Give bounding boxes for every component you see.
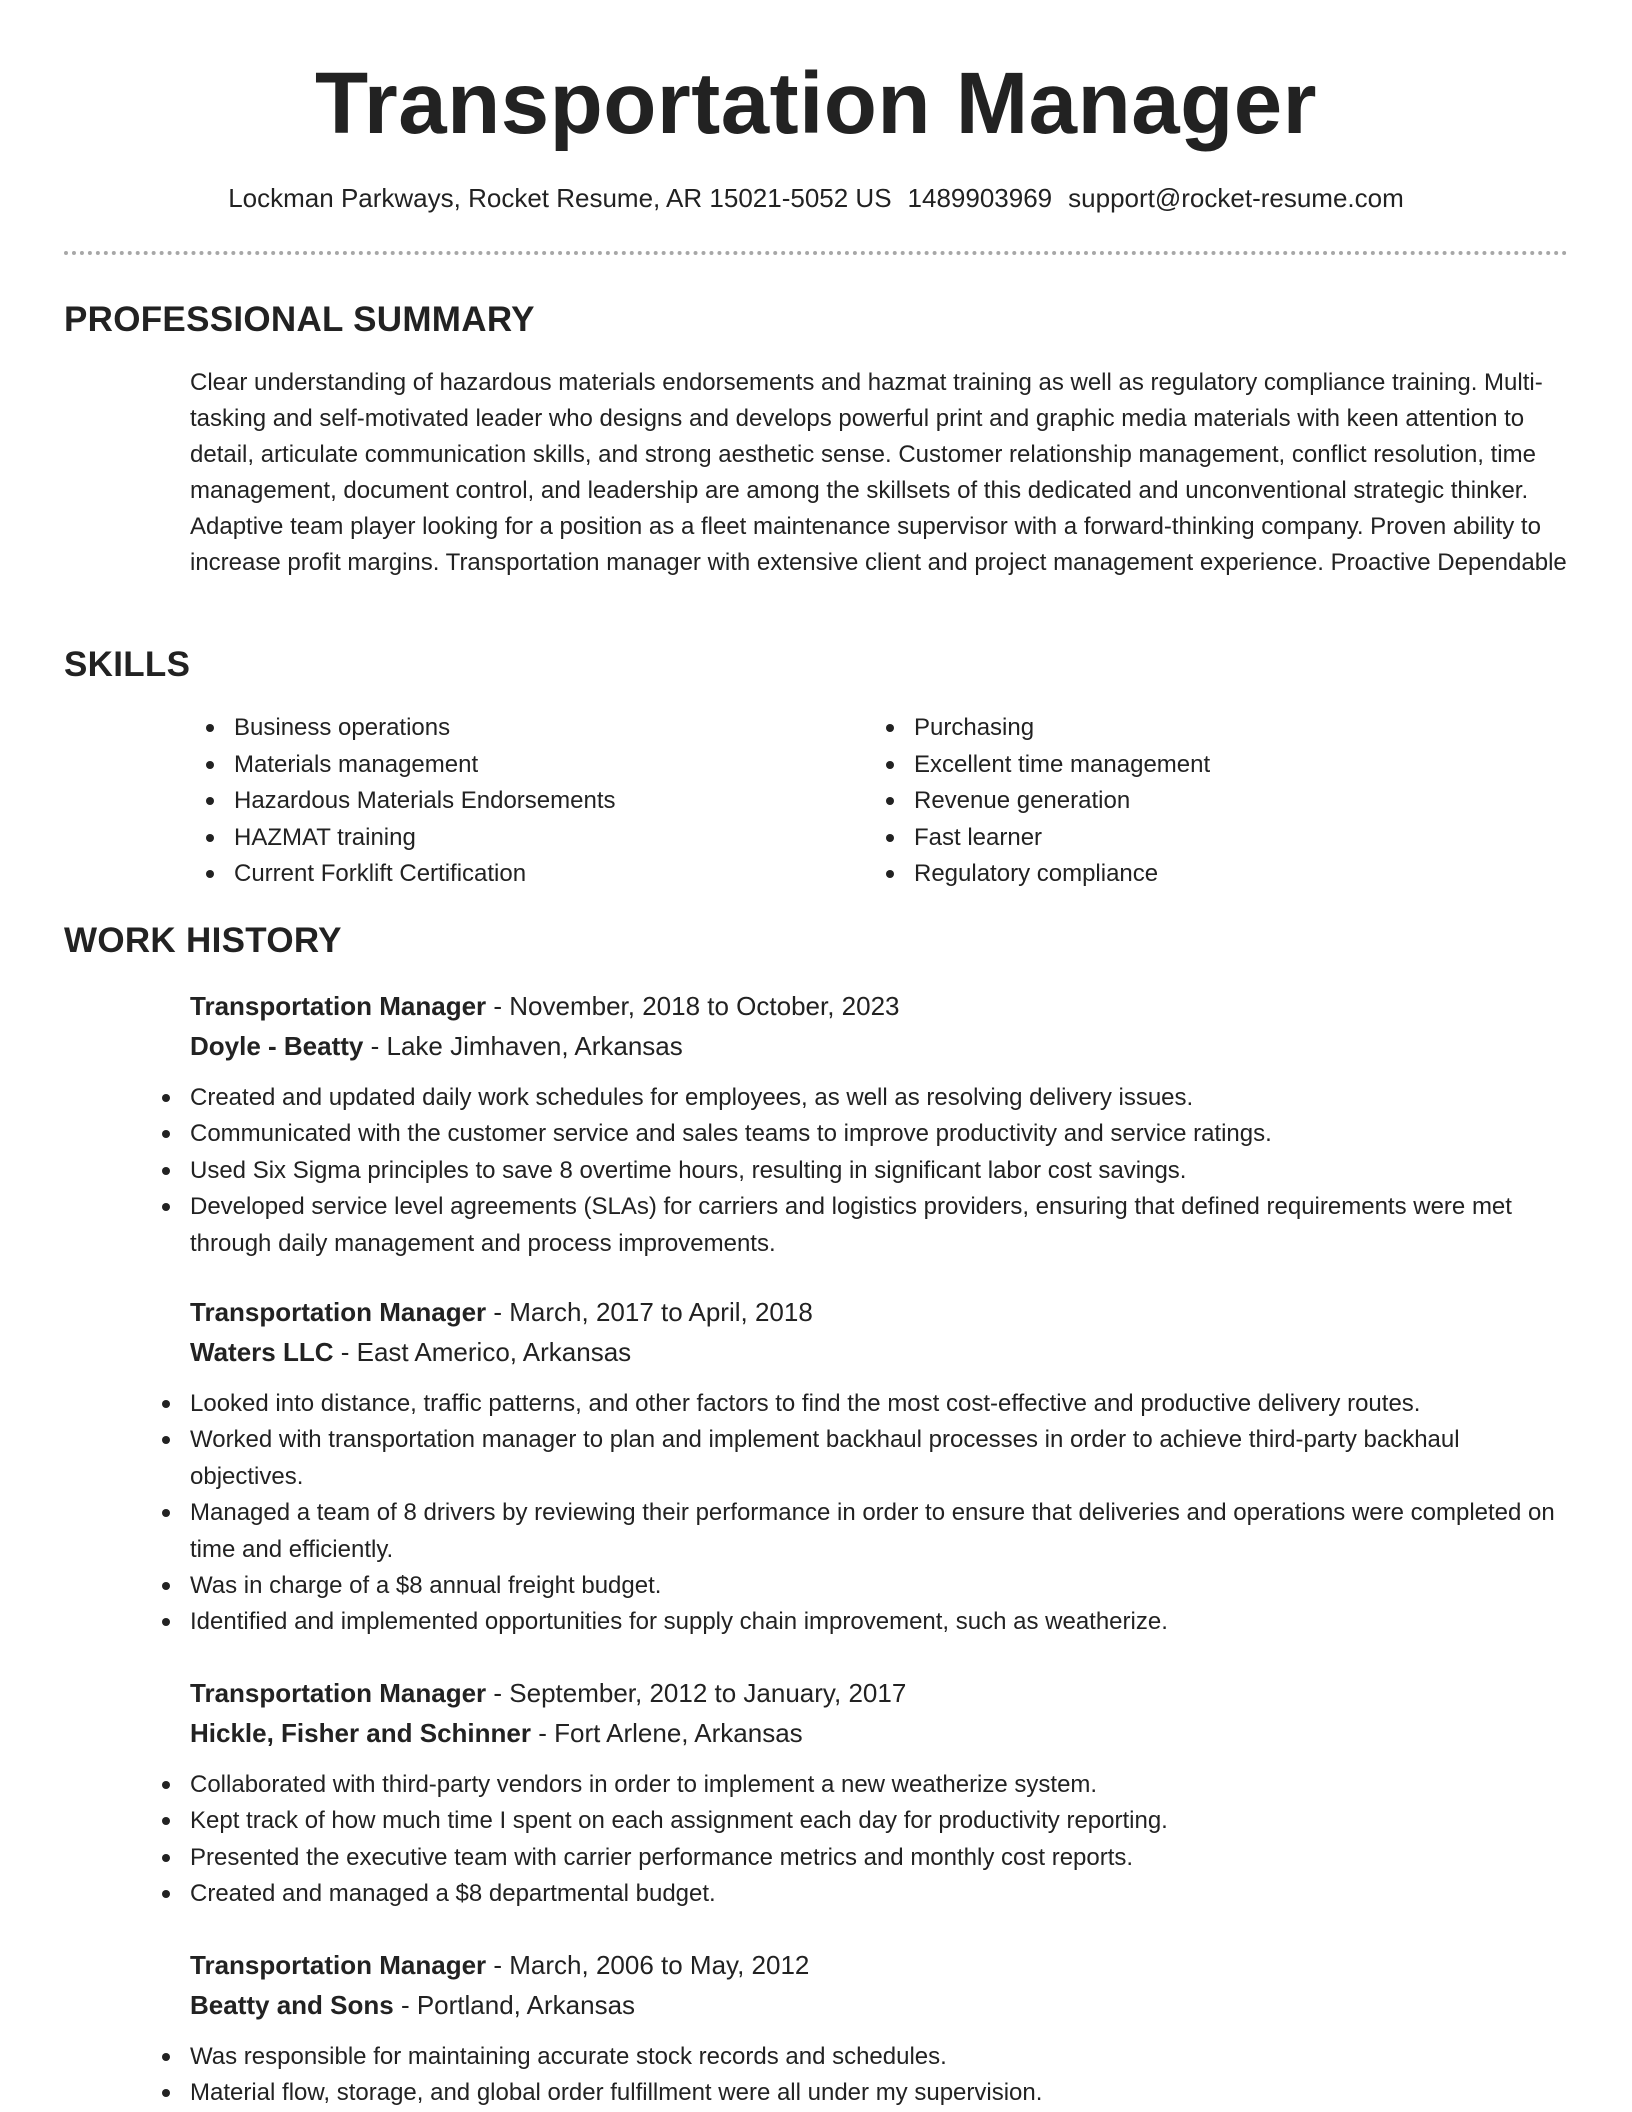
job-location: - Fort Arlene, Arkansas — [531, 1718, 803, 1748]
job-role: Transportation Manager — [190, 1678, 487, 1708]
job-company-line — [190, 1332, 1570, 1372]
job-role: Transportation Manager — [190, 1950, 487, 1980]
job-title-line — [190, 1673, 1570, 1713]
job-company: Waters LLC — [190, 1337, 334, 1367]
header-divider — [64, 251, 1568, 255]
job-bullets — [146, 1080, 1570, 1262]
job-bullet: Material flow, storage, and global order fulfillment were all under my supervision. — [146, 2075, 1570, 2111]
job-company-line — [190, 1026, 1570, 1066]
job-bullets — [146, 1386, 1570, 1641]
job-bullet: Developed service level agreements (SLAs) for carriers and logistics providers, ensuring that defined requirements were met through daily management and process improvements. — [146, 1189, 1570, 1262]
job-bullet: Was in charge of a $8 annual freight budget. — [146, 1568, 1570, 1604]
candidate-name: Transportation Manager — [315, 55, 1317, 152]
job-title-line — [190, 986, 1570, 1026]
skill-item: Regulatory compliance — [870, 856, 1530, 893]
job-dates: - March, 2017 to April, 2018 — [486, 1297, 813, 1327]
skill-item: Fast learner — [870, 820, 1530, 857]
job-bullet: Created and managed a $8 departmental budget. — [146, 1876, 1570, 1912]
job-bullet: Created and updated daily work schedules for employees, as well as resolving delivery issues. — [146, 1080, 1570, 1116]
job-bullet: Looked into distance, traffic patterns, and other factors to find the most cost-effective and productive delivery routes. — [146, 1386, 1570, 1422]
job-dates: - March, 2006 to May, 2012 — [486, 1950, 810, 1980]
job-dates: - September, 2012 to January, 2017 — [486, 1678, 907, 1708]
contact-info — [64, 180, 1568, 216]
skill-item: Current Forklift Certification — [190, 856, 850, 893]
section-title-skills: SKILLS — [64, 645, 191, 684]
skills-list-left — [190, 710, 850, 893]
job-location: - East Americo, Arkansas — [333, 1337, 632, 1367]
contact-phone: 1489903969 — [907, 183, 1053, 213]
skill-item: Business operations — [190, 710, 850, 747]
section-title-summary: PROFESSIONAL SUMMARY — [64, 300, 535, 339]
skill-item: Hazardous Materials Endorsements — [190, 783, 850, 820]
section-title-work-history: WORK HISTORY — [64, 921, 342, 960]
job-company: Doyle - Beatty — [190, 1031, 364, 1061]
job-dates: - November, 2018 to October, 2023 — [486, 991, 900, 1021]
job-company-line — [190, 1713, 1570, 1753]
skills-list-right — [870, 710, 1530, 893]
job-location: - Portland, Arkansas — [393, 1990, 636, 2020]
job-bullet: Kept track of how much time I spent on each assignment each day for productivity reporting. — [146, 1803, 1570, 1839]
skill-item: Purchasing — [870, 710, 1530, 747]
skill-item: HAZMAT training — [190, 820, 850, 857]
job-company: Hickle, Fisher and Schinner — [190, 1718, 531, 1748]
job-bullet: Identified and implemented opportunities for supply chain improvement, such as weatherize. — [146, 1604, 1570, 1640]
skill-item: Revenue generation — [870, 783, 1530, 820]
job-bullets — [146, 1767, 1570, 1913]
job-bullet: Managed a team of 8 drivers by reviewing their performance in order to ensure that deliveries and operations were completed on time and efficiently. — [146, 1495, 1570, 1568]
job-company-line — [190, 1985, 1570, 2025]
job-entry — [190, 1292, 1570, 1641]
job-company: Beatty and Sons — [190, 1990, 394, 2020]
job-bullets — [146, 2039, 1570, 2112]
job-role: Transportation Manager — [190, 991, 487, 1021]
job-entry — [190, 1945, 1570, 2112]
job-location: - Lake Jimhaven, Arkansas — [363, 1031, 683, 1061]
contact-address: Lockman Parkways, Rocket Resume, AR 15021-5052 US — [228, 183, 892, 213]
job-bullet: Worked with transportation manager to plan and implement backhaul processes in order to achieve third-party backhaul objectives. — [146, 1422, 1570, 1495]
job-role: Transportation Manager — [190, 1297, 487, 1327]
job-bullet: Collaborated with third-party vendors in order to implement a new weatherize system. — [146, 1767, 1570, 1803]
skill-item: Excellent time management — [870, 747, 1530, 784]
contact-email[interactable]: support@rocket-resume.com — [1068, 183, 1404, 213]
job-bullet: Presented the executive team with carrier performance metrics and monthly cost reports. — [146, 1840, 1570, 1876]
job-bullet: Communicated with the customer service and sales teams to improve productivity and service ratings. — [146, 1116, 1570, 1152]
job-entry — [190, 986, 1570, 1262]
job-title-line — [190, 1945, 1570, 1985]
job-bullet: Used Six Sigma principles to save 8 overtime hours, resulting in significant labor cost savings. — [146, 1153, 1570, 1189]
job-entry — [190, 1673, 1570, 1913]
skill-item: Materials management — [190, 747, 850, 784]
job-title-line — [190, 1292, 1570, 1332]
summary-text: Clear understanding of hazardous materials endorsements and hazmat training as well as regulatory compliance training. Multi-tasking and self-motivated leader who designs and develops powerful print and graphic media materials with keen attention to detail, articulate communication skills, and strong aesthetic sense. Customer relationship management, conflict resolution, time management, document control, and leadership are among the skillsets of this dedicated and unconventional strategic thinker. Adaptive team player looking for a position as a fleet maintenance supervisor with a forward-thinking company. Proven ability to increase profit margins. Transportation manager with extensive client and project management experience. Proactive Dependable — [190, 369, 1567, 576]
job-bullet: Was responsible for maintaining accurate stock records and schedules. — [146, 2039, 1570, 2075]
